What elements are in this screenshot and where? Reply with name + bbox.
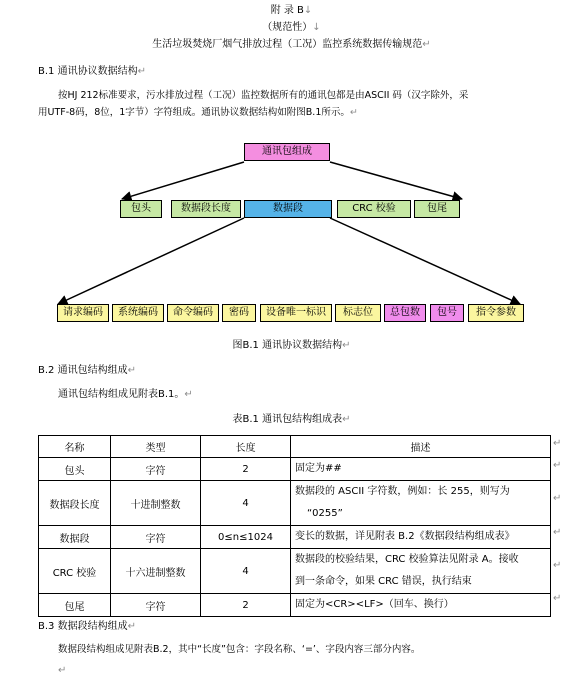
arrow-datasegment-left (58, 218, 244, 304)
section-b3-heading (38, 620, 136, 634)
figure-caption (0, 339, 583, 353)
cell-desc: 变长的数据，详见附表 B.2《数据段结构组成表》 (291, 526, 551, 549)
para-mark: ↵ (127, 621, 136, 632)
cell-desc (291, 549, 551, 594)
cell-desc-line2: 到一条命令，如果 CRC 错误，执行结束 (295, 576, 472, 587)
row-end-mark: ↵ (553, 438, 562, 449)
section-b2-para (58, 388, 193, 402)
row-end-mark: ↵ (553, 493, 562, 504)
section-b1-heading-text: B.1 通讯协议数据结构 (38, 66, 138, 77)
box-data-segment: 数据段 (244, 200, 332, 218)
row-end-mark: ↵ (553, 593, 562, 604)
cell-desc: 固定为<CR><LF>（回车、换行） (291, 594, 551, 617)
cell-type: 十六进制整数 (111, 549, 201, 594)
cell-type: 字符 (111, 526, 201, 549)
cell-desc-line1: 数据段的校验结果，CRC 校验算法见附录 A。接收 (295, 554, 519, 565)
cell-type: 字符 (111, 594, 201, 617)
box-system-code: 系统编码 (112, 304, 164, 322)
box-packet-no: 包号 (430, 304, 464, 322)
cell-length: 2 (201, 594, 291, 617)
table-row (39, 526, 551, 549)
cell-length: 4 (201, 549, 291, 594)
packet-structure-table (38, 435, 551, 617)
cell-name: 包头 (39, 458, 111, 481)
cell-length: 0≤n≤1024 (201, 526, 291, 549)
table-row (39, 481, 551, 526)
arrow-root-right (330, 162, 462, 199)
box-flag: 标志位 (335, 304, 381, 322)
para-mark: ↵ (127, 365, 136, 376)
table-header-row (39, 436, 551, 458)
cell-name: 数据段 (39, 526, 111, 549)
arrow-mark: ↓ (312, 22, 321, 33)
section-b2-heading-text: B.2 通讯包结构组成 (38, 365, 128, 376)
box-command-params: 指令参数 (468, 304, 524, 322)
table-row (39, 549, 551, 594)
cell-name: CRC 校验 (39, 549, 111, 594)
para-mark: ↵ (58, 665, 67, 676)
row-end-mark: ↵ (553, 527, 562, 538)
para-mark: ↵ (137, 66, 146, 77)
normative-text: （规范性） (262, 22, 313, 33)
section-b1-para-line1: 按HJ 212标准要求，污水排放过程（工况）监控数据所有的通讯包都是由ASCII 码（汉字除外，采 (58, 90, 469, 101)
cell-length: 4 (201, 481, 291, 526)
section-b2-para-text: 通讯包结构组成见附表B.1。 (58, 389, 185, 400)
section-b3-para: 数据段结构组成见附表B.2，其中“长度”包含：字段名称、‘=’、字段内容三部分内容。 (58, 644, 421, 655)
section-b3-heading-text: B.3 数据段结构组成 (38, 621, 128, 632)
table-title-text: 表B.1 通讯包结构组成表 (232, 414, 343, 425)
header-name: 名称 (39, 436, 111, 458)
header-desc: 描述 (291, 436, 551, 458)
row-end-mark: ↵ (553, 460, 562, 471)
cell-desc-line1: 数据段的 ASCII 字符数，例如：长 255，则写为 (295, 486, 510, 497)
cell-desc-line2: “0255” (307, 508, 343, 519)
para-mark: ↵ (342, 340, 351, 351)
arrow-mark: ↓ (303, 5, 313, 16)
box-root: 通讯包组成 (244, 143, 330, 161)
table-title (0, 413, 583, 427)
box-request-code: 请求编码 (57, 304, 109, 322)
section-b1-para-line2-text: 用UTF-8码，8位，1字节）字符组成。通讯协议数据结构如附图B.1所示。 (38, 107, 350, 118)
box-total-packets: 总包数 (384, 304, 426, 322)
row-end-mark: ↵ (553, 560, 562, 571)
box-crc: CRC 校验 (337, 200, 411, 218)
box-packet-tail: 包尾 (414, 200, 460, 218)
box-device-id: 设备唯一标识 (260, 304, 332, 322)
table-row (39, 594, 551, 617)
cell-name: 数据段长度 (39, 481, 111, 526)
arrow-datasegment-right (330, 218, 520, 304)
arrow-root-left (122, 162, 244, 199)
para-mark: ↵ (422, 39, 431, 50)
cell-desc (291, 481, 551, 526)
cell-type: 十进制整数 (111, 481, 201, 526)
cell-length: 2 (201, 458, 291, 481)
box-segment-length: 数据段长度 (171, 200, 241, 218)
para-mark: ↵ (349, 107, 358, 118)
para-mark: ↵ (184, 389, 193, 400)
box-password: 密码 (222, 304, 256, 322)
para-mark: ↵ (342, 414, 351, 425)
section-b2-heading (38, 364, 136, 378)
cell-desc: 固定为## (291, 458, 551, 481)
box-packet-header: 包头 (120, 200, 162, 218)
figure-caption-text: 图B.1 通讯协议数据结构 (232, 340, 343, 351)
cell-name: 包尾 (39, 594, 111, 617)
box-command-code: 命令编码 (167, 304, 219, 322)
header-type: 类型 (111, 436, 201, 458)
cell-type: 字符 (111, 458, 201, 481)
header-length: 长度 (201, 436, 291, 458)
table-row (39, 458, 551, 481)
doc-title-text: 生活垃圾焚烧厂烟气排放过程（工况）监控系统数据传输规范 (152, 39, 423, 50)
appendix-text: 附 录 B (270, 5, 304, 16)
